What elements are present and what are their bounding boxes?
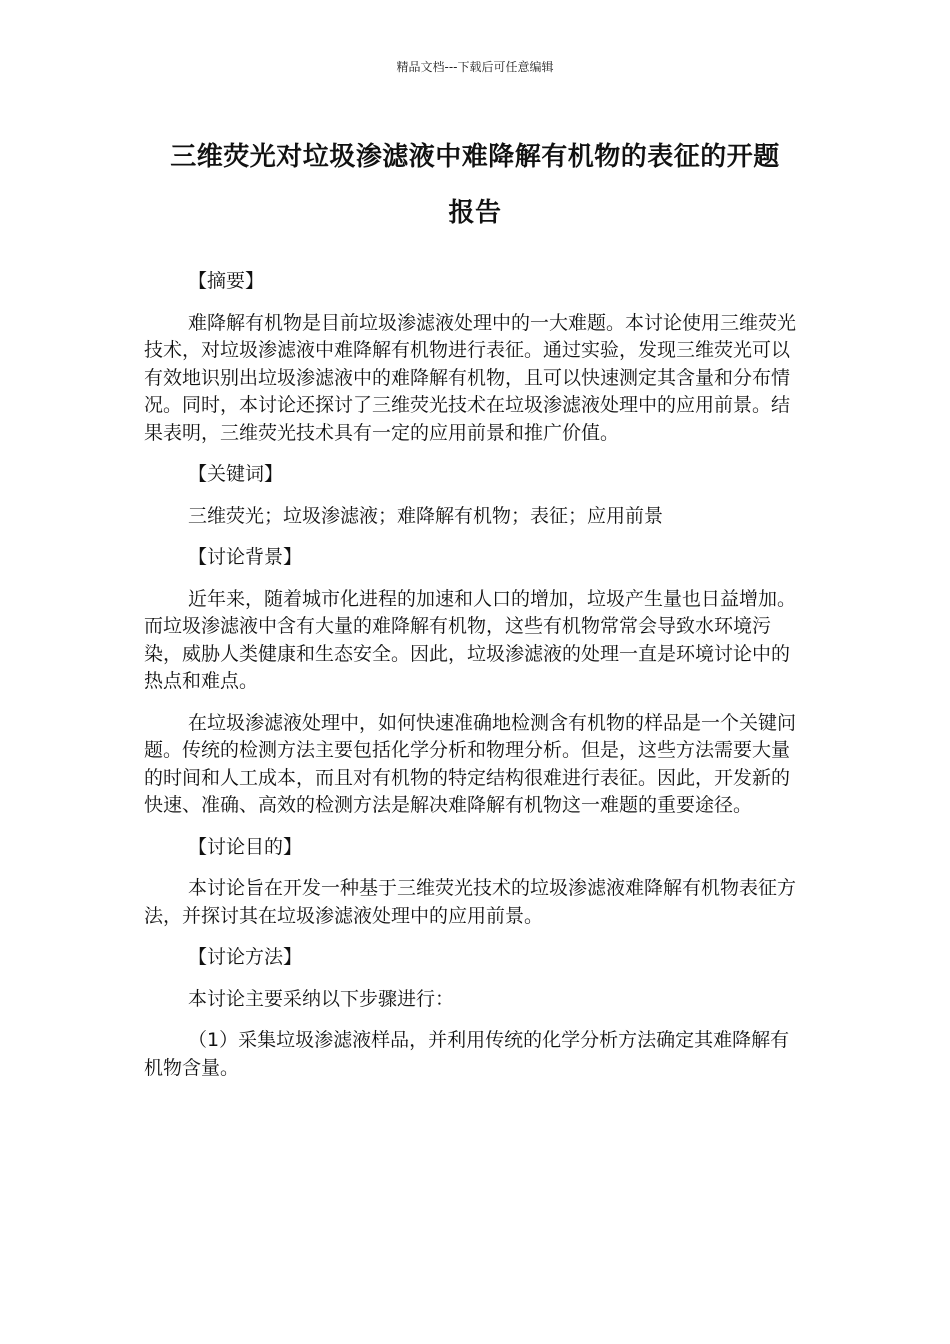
- keywords-heading: 【关键词】: [188, 463, 284, 485]
- document-title-line-1: 三维荧光对垃圾渗滤液中难降解有机物的表征的开题: [170, 142, 780, 172]
- background-heading: 【讨论背景】: [188, 546, 303, 568]
- document-body: [144, 268, 806, 1096]
- background-paragraph-2: 在垃圾渗滤液处理中，如何快速准确地检测含有机物的样品是一个关键问题。传统的检测方法主要包括化学分析和物理分析。但是，这些方法需要大量的时间和人工成本，而且对有机物的特定结构很难进行表征。因此，开发新的快速、准确、高效的检测方法是解决难降解有机物这一难题的重要途径。: [144, 711, 797, 816]
- keywords-text: 三维荧光；垃圾渗滤液；难降解有机物；表征；应用前景: [188, 504, 664, 527]
- page-header-note: 精品文档---下载后可任意编辑: [396, 60, 554, 74]
- method-intro: 本讨论主要采纳以下步骤进行：: [188, 987, 455, 1010]
- background-paragraph-1: 近年来，随着城市化进程的加速和人口的增加，垃圾产生量也日益增加。而垃圾渗滤液中含有大量的难降解有机物，这些有机物常常会导致水环境污染，威胁人类健康和生态安全。因此，垃圾渗滤液的处理一直是环境讨论中的热点和难点。: [144, 587, 797, 692]
- purpose-text: 本讨论旨在开发一种基于三维荧光技术的垃圾渗滤液难降解有机物表征方法，并探讨其在垃圾渗滤液处理中的应用前景。: [144, 877, 797, 927]
- document-title-line-2: 报告: [448, 198, 502, 228]
- method-heading: 【讨论方法】: [188, 946, 303, 968]
- abstract-text: 难降解有机物是目前垃圾渗滤液处理中的一大难题。本讨论使用三维荧光技术，对垃圾渗滤液中难降解有机物进行表征。通过实验，发现三维荧光可以有效地识别出垃圾渗滤液中的难降解有机物，且可以快速测定其含量和分布情况。同时，本讨论还探讨了三维荧光技术在垃圾渗滤液处理中的应用前景。结果表明，三维荧光技术具有一定的应用前景和推广价值。: [144, 311, 797, 444]
- purpose-heading: 【讨论目的】: [188, 835, 303, 858]
- method-step-1: （1）采集垃圾渗滤液样品，并利用传统的化学分析方法确定其难降解有机物含量。: [144, 1029, 790, 1079]
- abstract-heading: 【摘要】: [188, 270, 265, 292]
